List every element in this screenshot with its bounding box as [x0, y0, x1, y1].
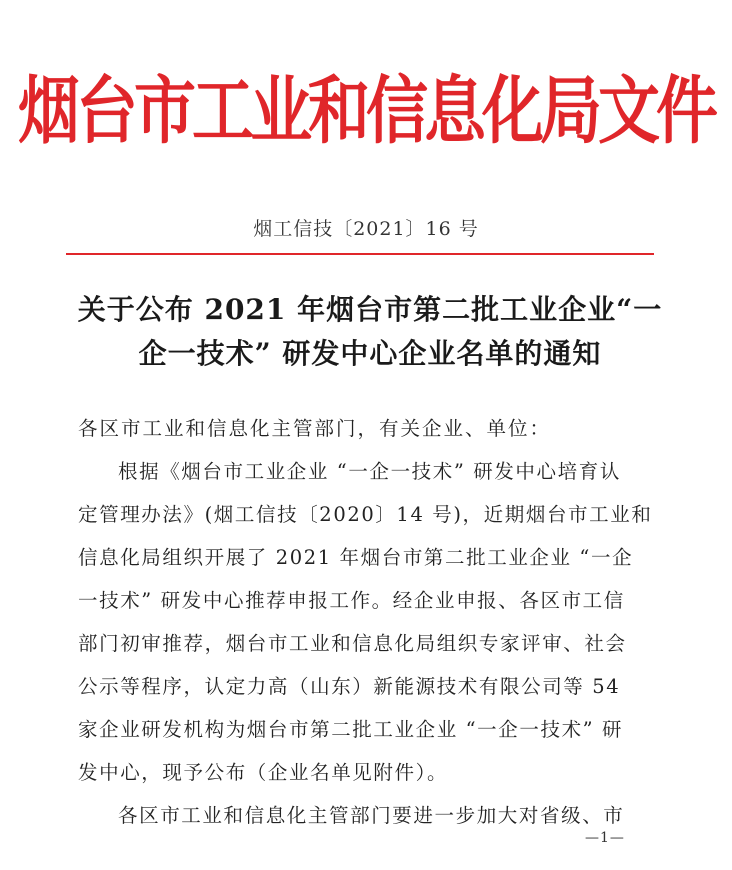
- body-line: 根据《烟台市工业企业 “一企一技术” 研发中心培育认: [118, 460, 621, 483]
- body-line: 公示等程序，认定力高（山东）新能源技术有限公司等 54: [78, 675, 621, 698]
- salutation: 各区市工业和信息化主管部门，有关企业、单位：: [78, 417, 552, 440]
- body-line: 定管理办法》(烟工信技〔2020〕14 号)，近期烟台市工业和: [78, 503, 653, 526]
- page-number: —1—: [585, 830, 625, 846]
- body-line: 家企业研发机构为烟台市第二批工业企业 “一企一技术” 研: [78, 718, 624, 741]
- notice-title-line-2: 企一技术” 研发中心企业名单的通知: [138, 337, 602, 370]
- body-line: 一技术” 研发中心推荐申报工作。经企业申报、各区市工信: [78, 589, 625, 612]
- body-line: 各区市工业和信息化主管部门要进一步加大对省级、市: [118, 804, 625, 827]
- body-line: 信息化局组织开展了 2021 年烟台市第二批工业企业 “一企: [78, 546, 634, 569]
- body-line: 发中心，现予公布（企业名单见附件）。: [78, 761, 449, 784]
- document-number: 烟工信技〔2021〕16 号: [253, 218, 479, 240]
- masthead-title: 烟台市工业和信息化局文件: [17, 67, 714, 154]
- body-line: 部门初审推荐，烟台市工业和信息化局组织专家评审、社会: [78, 632, 627, 655]
- red-divider-line: [66, 253, 654, 255]
- notice-title-line-1: 关于公布 2021 年烟台市第二批工业企业“一: [77, 293, 663, 326]
